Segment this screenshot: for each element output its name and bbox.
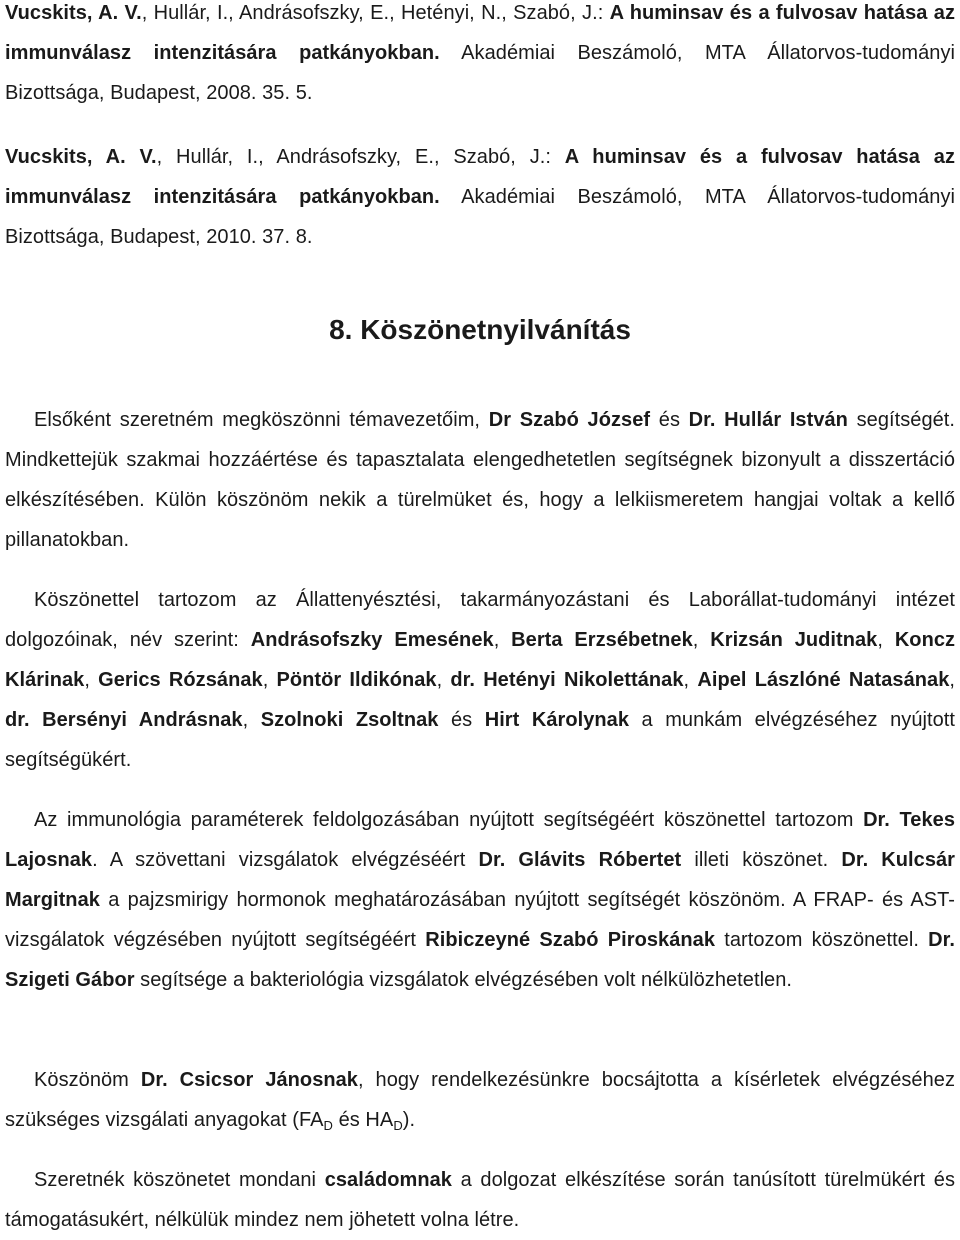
- text: ,: [262, 669, 277, 691]
- text: ,: [692, 629, 711, 651]
- reference-2010: [5, 137, 955, 257]
- name-bold: dr. Bersényi Andrásnak: [5, 709, 243, 731]
- reference-authors-bold: Vucskits, A. V.: [5, 2, 142, 24]
- text: és: [438, 709, 485, 731]
- text: Köszönöm: [34, 1069, 141, 1091]
- paragraph-materials: [5, 1060, 955, 1140]
- name-bold: Dr. Tekes Lajosnak: [5, 809, 955, 871]
- text: segítségét. Mindkettejük szakmai hozzáértése és tapasztalata elengedhetetlen segítségnek bizonyult a disszertáció elkészítésében. Külön köszönöm nekik a türelmüket és, hogy a lelkiismeretem hangjai voltak a kellő pillanatokban.: [5, 409, 956, 551]
- section-heading: 8. Köszönetnyilvánítás: [329, 314, 631, 345]
- name-bold: Dr. Csicsor Jánosnak: [140, 1069, 358, 1091]
- text: és: [650, 409, 689, 431]
- reference-authors: , Hullár, I., Andrásofszky, E., Szabó, J.: [156, 146, 546, 168]
- name-bold: dr. Hetényi Nikolettának: [450, 669, 684, 691]
- text: , hogy rendelkezésünkre bocsájtotta a kísérletek elvégzéséhez szükséges vizsgálati anyagokat (FA: [5, 1069, 955, 1131]
- text: ,: [436, 669, 451, 691]
- subscript: D: [393, 1118, 403, 1133]
- text: tartozom köszönettel.: [715, 929, 929, 951]
- reference-authors-bold: Vucskits, A. V.: [5, 146, 157, 168]
- name-bold: Ribiczeyné Szabó Piroskának: [425, 929, 716, 951]
- name-bold: Dr. Glávits Róbertet: [478, 849, 682, 871]
- name-bold: Dr Szabó József: [488, 409, 651, 431]
- subscript: D: [323, 1118, 333, 1133]
- name-bold: Dr. Kulcsár Margitnak: [5, 849, 956, 911]
- reference-title: A huminsav és a fulvosav hatása az immunválasz intenzitására patkányokban.: [5, 2, 956, 64]
- name-bold: Dr. Hullár István: [688, 409, 848, 431]
- text: segítsége a bakteriológia vizsgálatok elvégzésében volt nélkülözhetetlen.: [134, 969, 793, 991]
- name-bold: Koncz Klárinak: [5, 629, 956, 691]
- reference-2008: [5, 0, 955, 113]
- text: Az immunológia paraméterek feldolgozásában nyújtott segítségéért köszönettel tartozom: [34, 809, 864, 831]
- name-bold: családomnak: [324, 1169, 452, 1191]
- text: Szeretnék köszönetet mondani: [34, 1169, 325, 1191]
- text: Köszönettel tartozom az Állattenyésztési, takarmányozástani és Laborállat-tudományi intézet dolgozóinak, név szerint:: [5, 589, 955, 651]
- reference-colon: :: [597, 2, 610, 24]
- text: ,: [949, 669, 955, 691]
- reference-source: Akadémiai Beszámoló, MTA Állatorvos-tudományi Bizottsága, Budapest, 2008. 35. 5.: [5, 42, 955, 104]
- text: ).: [402, 1109, 416, 1131]
- text: és HA: [332, 1109, 394, 1131]
- text: a dolgozat elkészítése során tanúsított türelmükért és támogatásukért, nélkülük mindez nem jöhetett volna létre.: [5, 1169, 956, 1231]
- name-bold: Pöntör Ildikónak: [276, 669, 437, 691]
- text: illeti köszönet.: [681, 849, 842, 871]
- text: ,: [242, 709, 261, 731]
- text: ,: [493, 629, 512, 651]
- text: ,: [683, 669, 698, 691]
- reference-authors: , Hullár, I., Andrásofszky, E., Hetényi, N., Szabó, J.: [141, 2, 598, 24]
- name-bold: Aipel Lászlóné Natasának: [697, 669, 950, 691]
- name-bold: Dr. Szigeti Gábor: [5, 929, 956, 991]
- text: ,: [84, 669, 99, 691]
- name-bold: Gerics Rózsának: [98, 669, 263, 691]
- reference-colon: :: [545, 146, 565, 168]
- name-bold: Szolnoki Zsoltnak: [260, 709, 439, 731]
- paragraph-analysis-help: [5, 800, 955, 1000]
- paragraph-institute-staff: [5, 580, 955, 780]
- text: ,: [877, 629, 895, 651]
- text: Elsőként szeretném megköszönni témavezetőim,: [34, 409, 489, 431]
- reference-title: A huminsav és a fulvosav hatása az immunválasz intenzitására patkányokban.: [5, 146, 955, 208]
- paragraph-supervisors: [5, 400, 955, 560]
- name-bold: Hirt Károlynak: [484, 709, 630, 731]
- name-bold: Andrásofszky Emesének: [250, 629, 494, 651]
- name-bold: Krizsán Juditnak: [710, 629, 878, 651]
- text: a pajzsmirigy hormonok meghatározásában nyújtott segítségét köszönöm. A FRAP- és AST-vizsgálatok végzésében nyújtott segítségéért: [5, 889, 955, 951]
- text: . A szövettani vizsgálatok elvégzéséért: [92, 849, 479, 871]
- text: a munkám elvégzéséhez nyújtott segítségükért.: [5, 709, 955, 771]
- reference-source: Akadémiai Beszámoló, MTA Állatorvos-tudományi Bizottsága, Budapest, 2010. 37. 8.: [5, 186, 955, 248]
- paragraph-family: [5, 1160, 955, 1240]
- name-bold: Berta Erzsébetnek: [511, 629, 693, 651]
